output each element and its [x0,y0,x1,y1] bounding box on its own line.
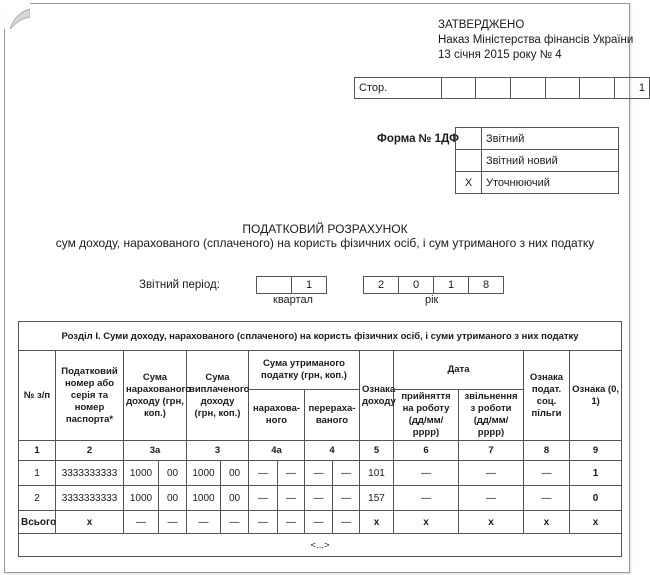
total-x: х [394,511,459,534]
total-dash: — [159,511,187,534]
total-dash: — [278,511,305,534]
approval-stamp [438,18,633,63]
form-label: Форма № 1ДФ [377,133,459,145]
cell-flag: 0 [570,486,622,511]
type-mark[interactable] [456,150,482,172]
document-subtitle: сум доходу, нарахованого (сплаченого) на користь фізичних осіб, і сум утриманого з них податку [55,236,595,250]
quarter-digit[interactable] [257,277,292,294]
cell-income-code: 157 [360,486,394,511]
cell-hire-date: — [394,486,459,511]
continuation-mark: <...> [19,534,622,557]
cell-fire-date: — [459,486,524,511]
year-digit[interactable]: 8 [469,277,504,294]
page-number-box [354,77,650,99]
col-number: 2 [56,441,124,461]
total-dash: — [305,511,333,534]
year-digit[interactable]: 0 [399,277,434,294]
type-mark[interactable] [456,128,482,150]
header-flag: Ознака (0, 1) [570,351,622,441]
header-fire-date: звільнення з роботи (дд/мм/рррр) [459,390,524,441]
cell-tax-id: 3333333333 [56,486,124,511]
header-date: Дата [394,351,524,390]
approval-line-2: Наказ Міністерства фінансів України [438,34,634,46]
cell-flag: 1 [570,461,622,486]
header-tax-accrued: нарахова-ного [249,390,305,441]
col-number: 4 [305,441,360,461]
cell-tax-accrued: — [249,486,278,511]
year-box [363,276,504,294]
total-x: х [570,511,622,534]
header-num: № з/п [19,351,56,441]
approval-line-1: ЗАТВЕРДЖЕНО [438,19,525,31]
col-number: 4а [249,441,305,461]
quarter-box [256,276,327,294]
cell-tax-accrued-kop: — [278,461,305,486]
total-dash: — [333,511,360,534]
cell-paid-kop: 00 [221,461,249,486]
cell-paid-kop: 00 [221,486,249,511]
total-dash: — [187,511,221,534]
cell-hire-date: — [394,461,459,486]
page-curl-icon [4,3,30,29]
cell-benefit: — [524,486,570,511]
total-dash: — [249,511,278,534]
header-accrued: Сума нарахованого доходу (грн, коп.) [124,351,187,441]
year-caption: рік [425,294,439,306]
type-name: Звітний новий [482,150,619,172]
cell-tax-id: 3333333333 [56,461,124,486]
cell-accrued-kop: 00 [159,461,187,486]
cell-tax-transferred: — [305,486,333,511]
cell-tax-transferred-kop: — [333,461,360,486]
table-row [19,486,622,511]
report-type-box [455,127,619,194]
cell-benefit: — [524,461,570,486]
cell-tax-accrued: — [249,461,278,486]
total-row [19,511,622,534]
cell-num: 1 [19,461,56,486]
cell-tax-accrued-kop: — [278,486,305,511]
type-name: Звітний [482,128,619,150]
col-number: 3 [187,441,249,461]
col-number: 3а [124,441,187,461]
year-digit[interactable]: 1 [434,277,469,294]
cell-accrued: 1000 [124,461,159,486]
header-tax: Сума утриманого податку (грн, коп.) [249,351,360,390]
section-title: Розділ І. Суми доходу, нарахованого (сплаченого) на користь фізичних осіб, і суми утриманого з них податку [19,322,622,351]
header-income-code: Ознака доходу [360,351,394,441]
income-table [18,321,622,557]
header-tax-id: Податковий номер або серія та номер паспорта* [56,351,124,441]
total-x: х [56,511,124,534]
header-benefit: Ознака подат. соц. пільги [524,351,570,441]
cell-accrued-kop: 00 [159,486,187,511]
col-number: 1 [19,441,56,461]
table-row [19,461,622,486]
total-x: х [459,511,524,534]
total-label: Всього [19,511,56,534]
cell-fire-date: — [459,461,524,486]
total-x: х [524,511,570,534]
total-dash: — [124,511,159,534]
col-number: 7 [459,441,524,461]
type-mark[interactable]: Х [456,172,482,194]
period-label: Звітний період: [139,279,220,291]
quarter-digit[interactable]: 1 [292,277,327,294]
year-digit[interactable]: 2 [364,277,399,294]
total-x: х [360,511,394,534]
col-number: 9 [570,441,622,461]
header-tax-transferred: перераха-ваного [305,390,360,441]
header-paid: Сума виплаченого доходу (грн, коп.) [187,351,249,441]
cell-tax-transferred-kop: — [333,486,360,511]
cell-tax-transferred: — [305,461,333,486]
quarter-caption: квартал [273,294,313,306]
header-hire-date: прийняття на роботу (дд/мм/рррр) [394,390,459,441]
approval-line-3: 13 січня 2015 року № 4 [438,49,562,61]
cell-paid: 1000 [187,486,221,511]
total-dash: — [221,511,249,534]
cell-num: 2 [19,486,56,511]
cell-income-code: 101 [360,461,394,486]
cell-accrued: 1000 [124,486,159,511]
cell-paid: 1000 [187,461,221,486]
type-name: Уточнюючий [482,172,619,194]
col-number: 5 [360,441,394,461]
page-label: Стор. [355,78,442,99]
col-number: 8 [524,441,570,461]
document-title: ПОДАТКОВИЙ РОЗРАХУНОК [242,222,408,236]
page-number: 1 [615,78,650,99]
col-number: 6 [394,441,459,461]
